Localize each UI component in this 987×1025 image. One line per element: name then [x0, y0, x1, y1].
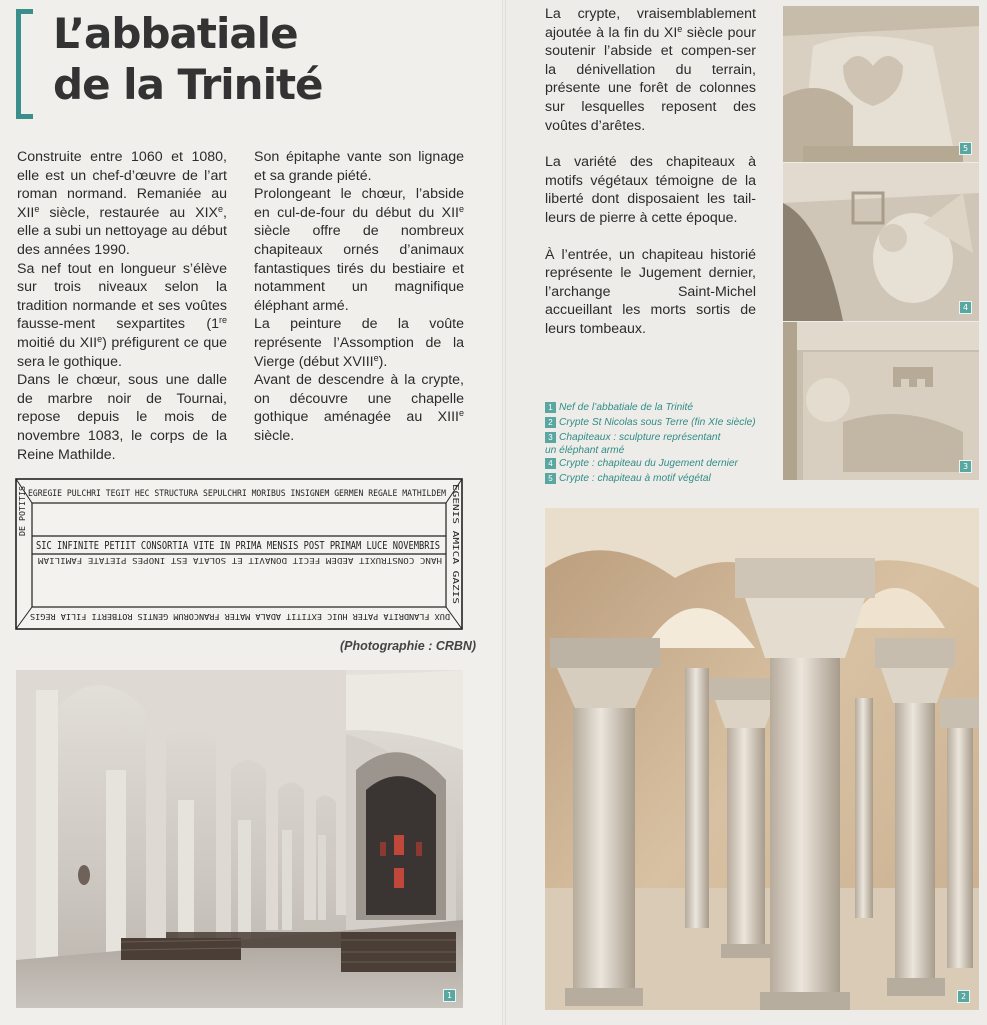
- photo-number-badge-2: 2: [957, 990, 970, 1003]
- photo-capital-elephant: [783, 322, 979, 480]
- photo-number-badge-5: 5: [959, 142, 972, 155]
- photo-number-badge-3: 3: [959, 460, 972, 473]
- epitaph-inner-line: HANC CONSTRUXIT AEDEM FECIT DONAVIT ET SOLATA EST INOPES PIETATE FAMILIAM: [37, 556, 442, 565]
- title-line-1: L’abbatiale: [53, 9, 298, 58]
- text-column-1: [17, 148, 227, 464]
- photo-capital-jugement: [783, 163, 979, 321]
- photo-number-badge-4: 4: [959, 301, 972, 314]
- legend-item-1: 1 Nef de l’abbatiale de la Trinité: [545, 400, 760, 415]
- col2-paragraph-1: Son épitaphe vante son lignage et sa grande piété.: [254, 149, 464, 184]
- photo-credit: (Photographie : CRBN): [340, 639, 477, 653]
- col1-paragraph-2: Sa nef tout en longueur s’élève sur trois niveaux selon la tradition normande et ses voûtes fausse-ment sexpartites (1re moitié du XIIe) préfigurent ce que sera le gothique.: [17, 260, 227, 370]
- capital-elephant-image: [783, 322, 979, 480]
- legend-item-5: 5 Crypte : chapiteau à motif végétal: [545, 471, 760, 486]
- photo-crypt: [545, 508, 979, 1010]
- col1-paragraph-1: Construite entre 1060 et 1080, elle est un chef-d’œuvre de l’art roman normand. Remaniée au XIIe siècle, restaurée au XIXe, elle a subi un nettoyage au début des années 1990.: [17, 149, 227, 258]
- col3-paragraph-1: La crypte, vraisemblablement ajoutée à la fin du XIe siècle pour soutenir l’abside et compen-ser la dénivellation du terrain, présente une forêt de colonnes sur lesquelles reposent des voûtes d’arêtes.: [545, 6, 756, 134]
- crypt-image: [545, 508, 979, 1010]
- capital-vegetal-image: [783, 6, 979, 162]
- nave-image: [16, 670, 463, 1008]
- epitaph-right-line: EGENIS AMICA GAZIS: [451, 484, 460, 571]
- title-bracket: [16, 9, 33, 119]
- page-fold: [502, 0, 506, 1025]
- title-line-2: de la Trinité: [53, 60, 323, 109]
- epitaph-bottom-line: DUX FLANDRITA PATER HUIC EXTITIT ADALA MATER FRANCORUM GENTIS ROTBERTI FILIA REGIS: [29, 612, 450, 622]
- legend-item-4: 4 Crypte : chapiteau du Jugement dernier: [545, 456, 760, 471]
- epitaph-left-line: DE POTITIS: [18, 487, 27, 536]
- photo-number-badge-1: 1: [443, 989, 456, 1002]
- legend-item-3-continued: un éléphant armé: [545, 445, 625, 456]
- col1-paragraph-3: Dans le chœur, sous une dalle de marbre noir de Tournai, repose depuis le mois de novembre 1083, le corps de la Reine Mathilde.: [17, 372, 227, 463]
- capital-jugement-image: [783, 163, 979, 321]
- col2-paragraph-3: La peinture de la voûte représente l’Assomption de la Vierge (début XVIIIe).: [254, 316, 464, 370]
- text-column-2: [254, 148, 464, 446]
- photo-capital-vegetal: [783, 6, 979, 162]
- legend-item-2: 2 Crypte St Nicolas sous Terre (fin XIe siècle): [545, 415, 760, 430]
- epitaph-middle-line: SIC INFINITE PETIIT CONSORTIA VITE IN PRIMA MENSIS POST PRIMAM LUCE NOVEMBRIS: [36, 540, 440, 552]
- col3-paragraph-2: La variété des chapiteaux à motifs végétaux témoigne de la liberté dont disposaient les tail-leurs de pierre à cette époque.: [545, 154, 756, 226]
- photo-legend: [545, 400, 760, 486]
- col2-paragraph-2: Prolongeant le chœur, l’abside en cul-de-four du début du XIIe siècle offre de nombreux chapiteaux ornés d’animaux fantastiques tirés du bestiaire et notamment un magnifique éléphant armé.: [254, 186, 464, 314]
- epitaph-drawing: [14, 476, 464, 632]
- col2-paragraph-4: Avant de descendre à la crypte, on découvre une chapelle gothique aménagée au XIIIe siècle.: [254, 372, 464, 444]
- page-title: [53, 8, 323, 110]
- text-column-3: [545, 5, 756, 339]
- epitaph-top-line: EGREGIE PULCHRI TEGIT HEC STRUCTURA SEPULCHRI MORIBUS INSIGNEM GERMEN REGALE MATHILDEM: [28, 489, 446, 499]
- legend-item-3: 3 Chapiteaux : sculpture représentant: [545, 430, 760, 445]
- photo-nave: [16, 670, 463, 1008]
- col3-paragraph-3: À l’entrée, un chapiteau historié représente le Jugement dernier, l’archange Saint-Michel accueillant les morts sortis de leurs tombeaux.: [545, 246, 756, 337]
